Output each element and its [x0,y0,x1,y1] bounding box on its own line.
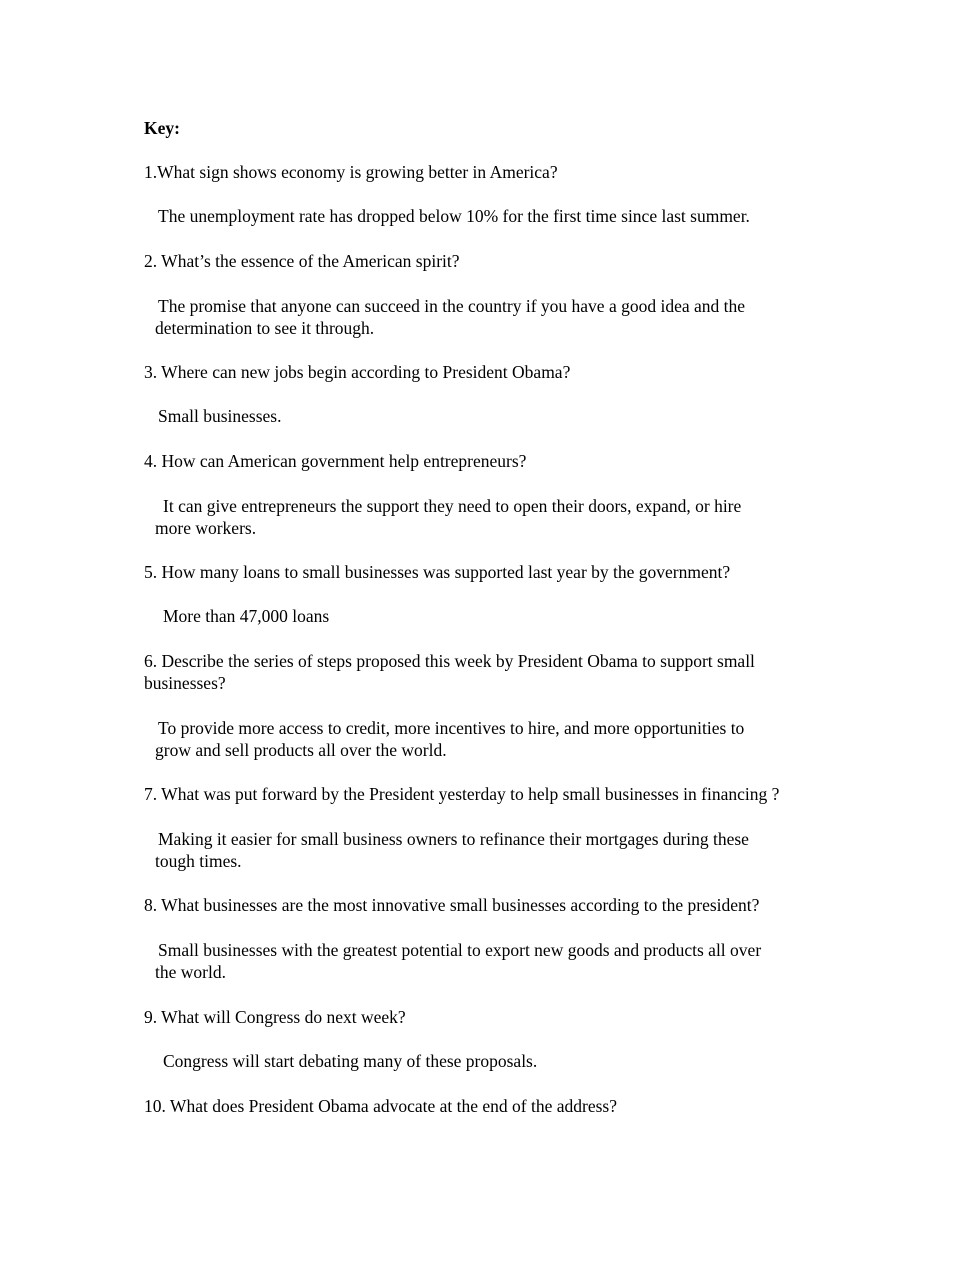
question-3: 3. Where can new jobs begin according to President Obama? [144,362,571,382]
answer-5: More than 47,000 loans [163,606,330,626]
question-6-line-1: 6. Describe the series of steps proposed this week by President Obama to support small [144,651,755,671]
answer-4-line-2: more workers. [155,518,257,538]
question-7: 7. What was put forward by the President yesterday to help small businesses in financing ? [144,784,780,804]
answer-6-line-2: grow and sell products all over the world. [155,740,447,760]
answer-7-line-1: Making it easier for small business owners to refinance their mortgages during these [158,829,749,849]
question-8: 8. What businesses are the most innovative small businesses according to the president? [144,895,760,915]
question-9: 9. What will Congress do next week? [144,1007,406,1027]
question-4: 4. How can American government help entrepreneurs? [144,451,527,471]
answer-8-line-1: Small businesses with the greatest potential to export new goods and products all over [158,940,762,960]
answer-3: Small businesses. [158,406,282,426]
answer-2-line-2: determination to see it through. [155,318,375,338]
question-6-line-2: businesses? [144,673,226,693]
question-10: 10. What does President Obama advocate at the end of the address? [144,1096,617,1116]
answer-8-line-2: the world. [155,962,226,982]
answer-7-line-2: tough times. [155,851,242,871]
answer-6-line-1: To provide more access to credit, more incentives to hire, and more opportunities to [158,718,745,738]
question-1: 1.What sign shows economy is growing better in America? [144,162,558,182]
question-2: 2. What’s the essence of the American spirit? [144,251,460,271]
answer-9: Congress will start debating many of these proposals. [163,1051,538,1071]
question-5: 5. How many loans to small businesses was supported last year by the government? [144,562,731,582]
answer-2-line-1: The promise that anyone can succeed in the country if you have a good idea and the [158,296,746,316]
key-heading: Key: [144,118,180,138]
answer-1: The unemployment rate has dropped below 10% for the first time since last summer. [158,206,750,226]
answer-4-line-1: It can give entrepreneurs the support they need to open their doors, expand, or hire [163,496,742,516]
